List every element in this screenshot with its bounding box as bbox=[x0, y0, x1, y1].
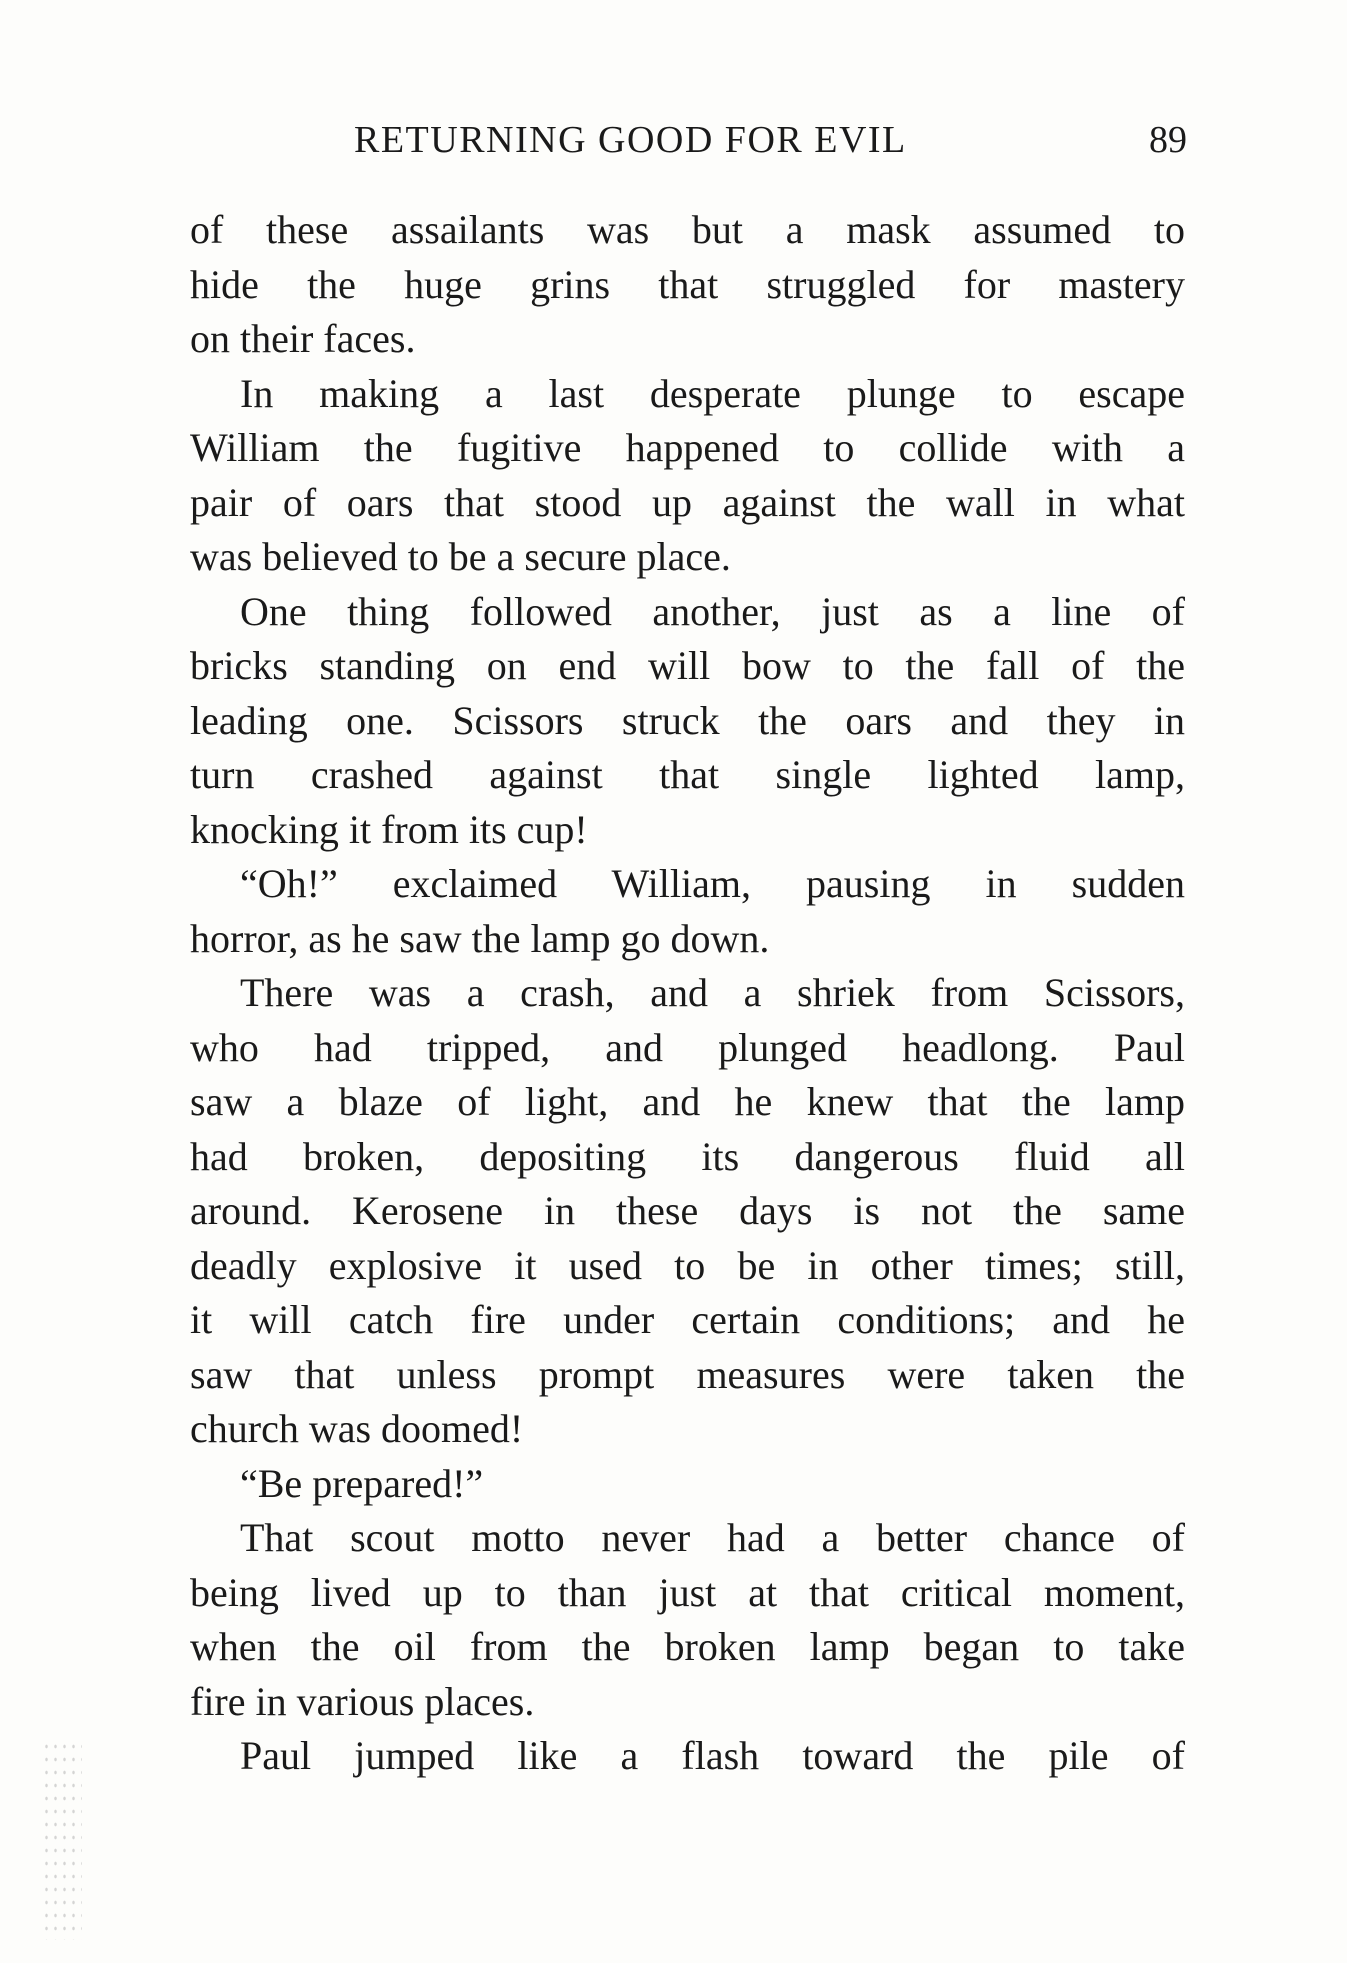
text-line: who had tripped, and plunged headlong. Paul bbox=[190, 1024, 1185, 1070]
text-line: That scout motto never had a better chance of bbox=[240, 1515, 1185, 1560]
text-line: pair of oars that stood up against the wall in what bbox=[190, 479, 1185, 525]
text-line: on their faces. bbox=[190, 316, 416, 361]
text-line: knocking it from its cup! bbox=[190, 806, 588, 852]
text-line: around. Kerosene in these days is not the same bbox=[190, 1188, 1185, 1233]
text-line: saw that unless prompt measures were taken the bbox=[190, 1351, 1185, 1397]
text-line: Paul jumped like a flash toward the pile of bbox=[240, 1733, 1185, 1778]
text-line: being lived up to than just at that critical moment, bbox=[190, 1569, 1185, 1615]
text-line: saw a blaze of light, and he knew that the lamp bbox=[190, 1079, 1185, 1124]
text-line: bricks standing on end will bow to the fall of the bbox=[190, 643, 1185, 688]
text-line: “Oh!” exclaimed William, pausing in sudden bbox=[240, 861, 1185, 906]
text-line: leading one. Scissors struck the oars and they in bbox=[190, 697, 1185, 743]
text-line: horror, as he saw the lamp go down. bbox=[190, 915, 770, 961]
text-line: fire in various places. bbox=[190, 1678, 535, 1724]
text-line: hide the huge grins that struggled for mastery bbox=[190, 261, 1185, 307]
text-line: “Be prepared!” bbox=[240, 1460, 484, 1506]
running-head bbox=[192, 118, 1187, 166]
page-number: 89 bbox=[1149, 119, 1187, 161]
text-line: deadly explosive it used to be in other times; still, bbox=[190, 1242, 1185, 1288]
running-title: RETURNING GOOD FOR EVIL bbox=[354, 119, 907, 161]
text-line: was believed to be a secure place. bbox=[190, 534, 731, 579]
text-line: of these assailants was but a mask assumed to bbox=[190, 207, 1185, 252]
body-text bbox=[190, 203, 1185, 1784]
text-line: There was a crash, and a shriek from Scissors, bbox=[240, 970, 1185, 1015]
text-line: church was doomed! bbox=[190, 1406, 524, 1451]
text-line: William the fugitive happened to collide with a bbox=[190, 425, 1185, 470]
text-line: had broken, depositing its dangerous fluid all bbox=[190, 1133, 1185, 1179]
text-line: it will catch fire under certain conditions; and he bbox=[190, 1297, 1185, 1342]
text-line: In making a last desperate plunge to escape bbox=[240, 370, 1185, 416]
text-line: turn crashed against that single lighted lamp, bbox=[190, 752, 1185, 797]
text-line: when the oil from the broken lamp began to take bbox=[190, 1624, 1185, 1669]
paper-specks bbox=[42, 1740, 82, 1940]
text-line: One thing followed another, just as a line of bbox=[240, 588, 1185, 634]
